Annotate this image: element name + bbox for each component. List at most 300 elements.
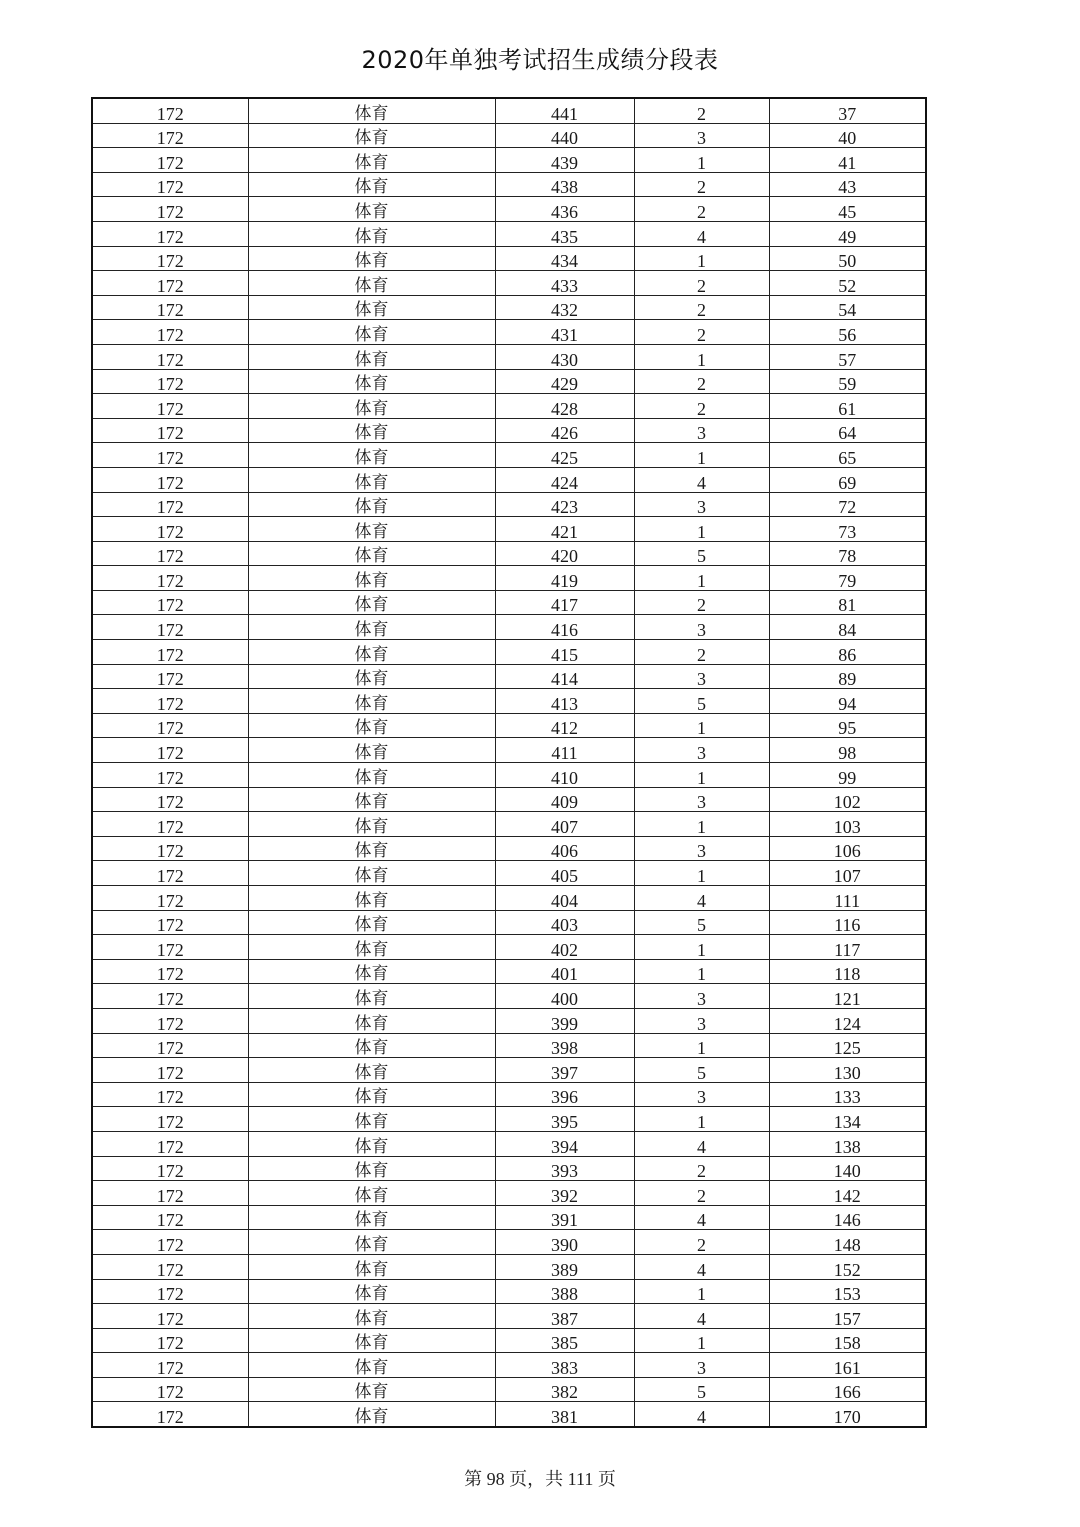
table-cell-score: 417 [495, 590, 634, 615]
table-cell-subject: 体育 [248, 566, 495, 591]
table-cell-subject: 体育 [248, 443, 495, 468]
table-cell-count: 3 [634, 123, 769, 148]
table-cell-count: 2 [634, 369, 769, 394]
score-table [91, 97, 927, 1428]
table-cell-count: 4 [634, 1131, 769, 1156]
table-row [92, 836, 926, 861]
table-cell-cumulative: 103 [769, 812, 926, 837]
table-cell-cumulative: 125 [769, 1033, 926, 1058]
table-cell-code: 172 [92, 98, 248, 123]
table-cell-subject: 体育 [248, 320, 495, 345]
table-cell-count: 3 [634, 664, 769, 689]
table-cell-subject: 体育 [248, 689, 495, 714]
table-cell-subject: 体育 [248, 1279, 495, 1304]
table-cell-subject: 体育 [248, 295, 495, 320]
table-cell-score: 415 [495, 640, 634, 665]
table-cell-count: 3 [634, 984, 769, 1009]
table-cell-score: 394 [495, 1131, 634, 1156]
table-cell-count: 1 [634, 1328, 769, 1353]
table-cell-cumulative: 140 [769, 1156, 926, 1181]
table-cell-subject: 体育 [248, 1131, 495, 1156]
table-cell-code: 172 [92, 566, 248, 591]
table-cell-code: 172 [92, 738, 248, 763]
table-cell-score: 393 [495, 1156, 634, 1181]
page-footer: 第 98 页，共 111 页 [464, 1469, 616, 1489]
table-cell-count: 4 [634, 1304, 769, 1329]
table-cell-score: 420 [495, 541, 634, 566]
table-row [92, 1008, 926, 1033]
table-row [92, 344, 926, 369]
table-cell-cumulative: 50 [769, 246, 926, 271]
table-cell-score: 410 [495, 763, 634, 788]
table-cell-cumulative: 158 [769, 1328, 926, 1353]
table-cell-code: 172 [92, 1279, 248, 1304]
table-cell-score: 388 [495, 1279, 634, 1304]
table-cell-cumulative: 107 [769, 861, 926, 886]
table-cell-subject: 体育 [248, 148, 495, 173]
table-cell-cumulative: 121 [769, 984, 926, 1009]
table-cell-count: 1 [634, 344, 769, 369]
table-row [92, 418, 926, 443]
table-cell-score: 436 [495, 197, 634, 222]
table-cell-count: 3 [634, 1353, 769, 1378]
table-row [92, 590, 926, 615]
table-row [92, 541, 926, 566]
table-cell-count: 2 [634, 197, 769, 222]
table-row [92, 1107, 926, 1132]
table-row [92, 369, 926, 394]
table-cell-cumulative: 56 [769, 320, 926, 345]
table-cell-score: 383 [495, 1353, 634, 1378]
table-row [92, 443, 926, 468]
table-cell-subject: 体育 [248, 467, 495, 492]
table-cell-score: 421 [495, 517, 634, 542]
table-cell-subject: 体育 [248, 935, 495, 960]
table-cell-code: 172 [92, 221, 248, 246]
table-row [92, 271, 926, 296]
table-cell-score: 390 [495, 1230, 634, 1255]
table-cell-cumulative: 41 [769, 148, 926, 173]
table-cell-code: 172 [92, 1254, 248, 1279]
table-cell-cumulative: 57 [769, 344, 926, 369]
table-cell-code: 172 [92, 123, 248, 148]
table-row [92, 1328, 926, 1353]
table-cell-cumulative: 148 [769, 1230, 926, 1255]
table-cell-score: 426 [495, 418, 634, 443]
table-cell-count: 4 [634, 467, 769, 492]
page-title: 2020年单独考试招生成绩分段表 [361, 46, 719, 74]
table-cell-code: 172 [92, 271, 248, 296]
table-row [92, 394, 926, 419]
table-cell-code: 172 [92, 344, 248, 369]
table-cell-count: 2 [634, 320, 769, 345]
table-cell-score: 438 [495, 172, 634, 197]
table-cell-code: 172 [92, 1353, 248, 1378]
table-cell-score: 435 [495, 221, 634, 246]
table-cell-score: 381 [495, 1402, 634, 1427]
table-cell-cumulative: 146 [769, 1205, 926, 1230]
table-cell-count: 4 [634, 1205, 769, 1230]
table-cell-cumulative: 102 [769, 787, 926, 812]
table-cell-cumulative: 64 [769, 418, 926, 443]
table-row [92, 123, 926, 148]
table-cell-cumulative: 124 [769, 1008, 926, 1033]
table-cell-code: 172 [92, 1033, 248, 1058]
table-row [92, 664, 926, 689]
table-cell-code: 172 [92, 320, 248, 345]
table-row [92, 1033, 926, 1058]
table-cell-code: 172 [92, 172, 248, 197]
table-cell-count: 1 [634, 763, 769, 788]
table-cell-subject: 体育 [248, 344, 495, 369]
table-cell-count: 1 [634, 1107, 769, 1132]
table-cell-code: 172 [92, 541, 248, 566]
table-row [92, 295, 926, 320]
table-cell-score: 433 [495, 271, 634, 296]
table-cell-code: 172 [92, 1304, 248, 1329]
table-cell-subject: 体育 [248, 590, 495, 615]
table-cell-cumulative: 37 [769, 98, 926, 123]
table-cell-score: 425 [495, 443, 634, 468]
table-cell-subject: 体育 [248, 738, 495, 763]
table-cell-score: 430 [495, 344, 634, 369]
table-cell-cumulative: 45 [769, 197, 926, 222]
table-row [92, 1377, 926, 1402]
table-row [92, 1131, 926, 1156]
table-row [92, 1181, 926, 1206]
table-cell-code: 172 [92, 615, 248, 640]
table-cell-count: 3 [634, 787, 769, 812]
table-cell-score: 441 [495, 98, 634, 123]
table-cell-cumulative: 54 [769, 295, 926, 320]
table-cell-code: 172 [92, 689, 248, 714]
table-cell-cumulative: 138 [769, 1131, 926, 1156]
table-cell-count: 2 [634, 172, 769, 197]
table-cell-score: 429 [495, 369, 634, 394]
table-cell-code: 172 [92, 1181, 248, 1206]
table-cell-code: 172 [92, 369, 248, 394]
table-cell-score: 395 [495, 1107, 634, 1132]
table-cell-cumulative: 142 [769, 1181, 926, 1206]
table-cell-score: 406 [495, 836, 634, 861]
table-cell-cumulative: 94 [769, 689, 926, 714]
table-cell-subject: 体育 [248, 492, 495, 517]
table-cell-count: 4 [634, 886, 769, 911]
table-cell-cumulative: 86 [769, 640, 926, 665]
table-cell-count: 1 [634, 566, 769, 591]
table-cell-cumulative: 133 [769, 1082, 926, 1107]
table-cell-cumulative: 84 [769, 615, 926, 640]
table-cell-score: 407 [495, 812, 634, 837]
table-cell-subject: 体育 [248, 886, 495, 911]
table-row [92, 1304, 926, 1329]
table-cell-subject: 体育 [248, 1033, 495, 1058]
table-row [92, 467, 926, 492]
table-cell-score: 432 [495, 295, 634, 320]
table-cell-code: 172 [92, 713, 248, 738]
table-cell-code: 172 [92, 1328, 248, 1353]
table-cell-code: 172 [92, 295, 248, 320]
table-cell-score: 396 [495, 1082, 634, 1107]
table-cell-count: 1 [634, 148, 769, 173]
table-row [92, 984, 926, 1009]
table-cell-code: 172 [92, 861, 248, 886]
table-cell-count: 3 [634, 615, 769, 640]
table-cell-score: 397 [495, 1058, 634, 1083]
table-cell-subject: 体育 [248, 1058, 495, 1083]
table-cell-code: 172 [92, 1205, 248, 1230]
table-cell-count: 5 [634, 541, 769, 566]
table-row [92, 1082, 926, 1107]
table-row [92, 566, 926, 591]
table-cell-score: 402 [495, 935, 634, 960]
table-cell-code: 172 [92, 1156, 248, 1181]
table-cell-score: 391 [495, 1205, 634, 1230]
table-cell-score: 424 [495, 467, 634, 492]
table-cell-code: 172 [92, 886, 248, 911]
table-cell-count: 4 [634, 1402, 769, 1427]
table-cell-count: 2 [634, 1181, 769, 1206]
table-cell-score: 382 [495, 1377, 634, 1402]
table-cell-cumulative: 69 [769, 467, 926, 492]
table-cell-subject: 体育 [248, 98, 495, 123]
table-cell-score: 414 [495, 664, 634, 689]
table-cell-subject: 体育 [248, 1402, 495, 1427]
table-cell-score: 387 [495, 1304, 634, 1329]
table-cell-code: 172 [92, 517, 248, 542]
table-row [92, 959, 926, 984]
table-cell-code: 172 [92, 443, 248, 468]
table-cell-subject: 体育 [248, 1304, 495, 1329]
table-row [92, 640, 926, 665]
table-cell-cumulative: 116 [769, 910, 926, 935]
table-cell-code: 172 [92, 1082, 248, 1107]
table-cell-score: 431 [495, 320, 634, 345]
table-cell-subject: 体育 [248, 1328, 495, 1353]
table-row [92, 98, 926, 123]
table-cell-subject: 体育 [248, 1181, 495, 1206]
table-row [92, 861, 926, 886]
table-cell-code: 172 [92, 394, 248, 419]
table-cell-count: 5 [634, 1377, 769, 1402]
table-cell-subject: 体育 [248, 1008, 495, 1033]
table-row [92, 738, 926, 763]
table-cell-subject: 体育 [248, 861, 495, 886]
table-row [92, 689, 926, 714]
table-cell-code: 172 [92, 492, 248, 517]
table-cell-code: 172 [92, 246, 248, 271]
table-cell-count: 1 [634, 713, 769, 738]
table-cell-cumulative: 130 [769, 1058, 926, 1083]
table-cell-score: 434 [495, 246, 634, 271]
table-cell-subject: 体育 [248, 615, 495, 640]
table-cell-count: 1 [634, 1033, 769, 1058]
table-cell-subject: 体育 [248, 1156, 495, 1181]
table-cell-score: 423 [495, 492, 634, 517]
table-cell-count: 5 [634, 910, 769, 935]
table-cell-score: 398 [495, 1033, 634, 1058]
table-cell-subject: 体育 [248, 984, 495, 1009]
table-cell-cumulative: 157 [769, 1304, 926, 1329]
table-cell-score: 428 [495, 394, 634, 419]
table-cell-code: 172 [92, 467, 248, 492]
table-cell-cumulative: 152 [769, 1254, 926, 1279]
table-cell-subject: 体育 [248, 541, 495, 566]
table-cell-subject: 体育 [248, 910, 495, 935]
table-cell-count: 1 [634, 1279, 769, 1304]
table-cell-count: 5 [634, 1058, 769, 1083]
table-cell-cumulative: 52 [769, 271, 926, 296]
table-row [92, 1230, 926, 1255]
table-cell-subject: 体育 [248, 1082, 495, 1107]
table-cell-score: 419 [495, 566, 634, 591]
table-cell-subject: 体育 [248, 664, 495, 689]
table-cell-cumulative: 49 [769, 221, 926, 246]
table-cell-count: 2 [634, 1230, 769, 1255]
table-cell-cumulative: 61 [769, 394, 926, 419]
table-cell-code: 172 [92, 1131, 248, 1156]
table-cell-cumulative: 95 [769, 713, 926, 738]
table-cell-subject: 体育 [248, 1230, 495, 1255]
table-row [92, 1205, 926, 1230]
table-cell-subject: 体育 [248, 1107, 495, 1132]
table-row [92, 172, 926, 197]
table-row [92, 886, 926, 911]
table-cell-code: 172 [92, 1107, 248, 1132]
table-cell-cumulative: 43 [769, 172, 926, 197]
table-cell-score: 389 [495, 1254, 634, 1279]
table-cell-subject: 体育 [248, 959, 495, 984]
table-row [92, 1254, 926, 1279]
table-cell-code: 172 [92, 640, 248, 665]
table-cell-count: 2 [634, 394, 769, 419]
table-cell-cumulative: 170 [769, 1402, 926, 1427]
table-cell-count: 3 [634, 492, 769, 517]
table-cell-code: 172 [92, 787, 248, 812]
table-cell-code: 172 [92, 197, 248, 222]
table-cell-cumulative: 40 [769, 123, 926, 148]
table-cell-code: 172 [92, 664, 248, 689]
table-cell-cumulative: 166 [769, 1377, 926, 1402]
table-row [92, 148, 926, 173]
table-cell-subject: 体育 [248, 1254, 495, 1279]
score-table-body [92, 98, 926, 1427]
table-cell-count: 3 [634, 738, 769, 763]
table-cell-count: 2 [634, 1156, 769, 1181]
table-cell-subject: 体育 [248, 197, 495, 222]
table-cell-count: 5 [634, 689, 769, 714]
table-cell-score: 399 [495, 1008, 634, 1033]
table-row [92, 197, 926, 222]
table-cell-score: 404 [495, 886, 634, 911]
table-cell-count: 1 [634, 246, 769, 271]
table-cell-cumulative: 79 [769, 566, 926, 591]
table-cell-cumulative: 81 [769, 590, 926, 615]
table-cell-cumulative: 117 [769, 935, 926, 960]
table-cell-cumulative: 118 [769, 959, 926, 984]
table-row [92, 935, 926, 960]
table-cell-code: 172 [92, 836, 248, 861]
table-cell-cumulative: 65 [769, 443, 926, 468]
table-cell-cumulative: 161 [769, 1353, 926, 1378]
table-cell-score: 400 [495, 984, 634, 1009]
table-cell-subject: 体育 [248, 812, 495, 837]
table-row [92, 713, 926, 738]
table-cell-subject: 体育 [248, 1353, 495, 1378]
table-cell-subject: 体育 [248, 640, 495, 665]
table-cell-cumulative: 78 [769, 541, 926, 566]
table-cell-subject: 体育 [248, 1205, 495, 1230]
table-cell-cumulative: 106 [769, 836, 926, 861]
table-row [92, 320, 926, 345]
table-cell-subject: 体育 [248, 221, 495, 246]
table-cell-score: 401 [495, 959, 634, 984]
table-cell-count: 3 [634, 1082, 769, 1107]
table-cell-code: 172 [92, 590, 248, 615]
table-cell-score: 439 [495, 148, 634, 173]
table-cell-code: 172 [92, 148, 248, 173]
table-cell-subject: 体育 [248, 836, 495, 861]
table-cell-subject: 体育 [248, 517, 495, 542]
table-row [92, 246, 926, 271]
table-cell-code: 172 [92, 763, 248, 788]
table-cell-code: 172 [92, 935, 248, 960]
table-cell-count: 3 [634, 418, 769, 443]
table-row [92, 763, 926, 788]
table-cell-score: 385 [495, 1328, 634, 1353]
table-cell-score: 409 [495, 787, 634, 812]
table-cell-count: 1 [634, 861, 769, 886]
table-cell-score: 412 [495, 713, 634, 738]
table-row [92, 517, 926, 542]
table-cell-score: 403 [495, 910, 634, 935]
table-cell-count: 1 [634, 517, 769, 542]
table-cell-count: 4 [634, 1254, 769, 1279]
table-cell-cumulative: 89 [769, 664, 926, 689]
table-row [92, 615, 926, 640]
table-cell-score: 413 [495, 689, 634, 714]
table-cell-code: 172 [92, 1058, 248, 1083]
table-cell-score: 440 [495, 123, 634, 148]
table-row [92, 1402, 926, 1427]
table-cell-count: 1 [634, 443, 769, 468]
table-row [92, 1058, 926, 1083]
table-cell-code: 172 [92, 1402, 248, 1427]
table-row [92, 812, 926, 837]
table-cell-score: 392 [495, 1181, 634, 1206]
table-cell-cumulative: 134 [769, 1107, 926, 1132]
table-cell-count: 1 [634, 959, 769, 984]
table-cell-count: 2 [634, 98, 769, 123]
table-cell-count: 2 [634, 590, 769, 615]
table-cell-subject: 体育 [248, 763, 495, 788]
table-cell-count: 2 [634, 271, 769, 296]
table-cell-score: 411 [495, 738, 634, 763]
table-cell-code: 172 [92, 1008, 248, 1033]
table-row [92, 492, 926, 517]
table-cell-subject: 体育 [248, 1377, 495, 1402]
table-row [92, 1279, 926, 1304]
table-row [92, 221, 926, 246]
table-row [92, 1353, 926, 1378]
table-cell-cumulative: 73 [769, 517, 926, 542]
table-cell-cumulative: 99 [769, 763, 926, 788]
table-cell-count: 3 [634, 836, 769, 861]
table-cell-code: 172 [92, 1230, 248, 1255]
table-cell-count: 1 [634, 935, 769, 960]
table-cell-subject: 体育 [248, 713, 495, 738]
table-cell-count: 2 [634, 295, 769, 320]
